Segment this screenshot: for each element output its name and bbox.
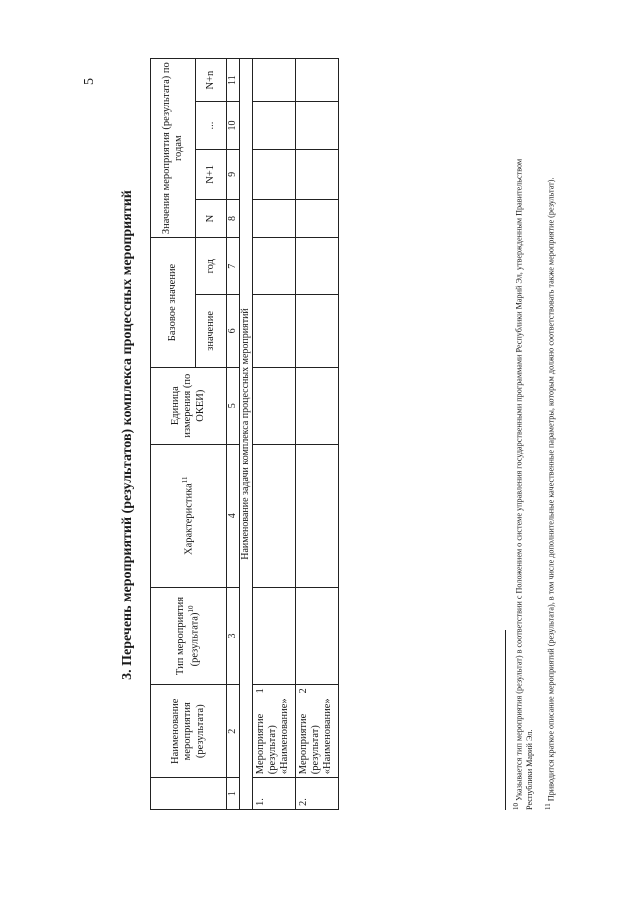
footnote-10 [512, 120, 535, 810]
row-index: 2 [298, 688, 309, 694]
page-number: 5 [82, 78, 97, 85]
column-number: 2 [227, 685, 240, 778]
row-number: 2. [296, 778, 339, 810]
footnote-mark: 11 [544, 803, 552, 810]
header-characteristic [151, 444, 227, 587]
header-values-by-year-group: Значения мероприятия (результата) по годам [151, 59, 196, 238]
row-activity-name [296, 685, 339, 778]
table-cell [296, 59, 339, 102]
table-cell [296, 238, 339, 295]
column-number: 9 [227, 149, 240, 199]
footnote-ref-11: 11 [181, 476, 190, 484]
header-characteristic-text: Характеристика [183, 483, 195, 555]
header-activity-name: Наименование мероприятия (результата) [151, 685, 227, 778]
footnote-text: Указывается тип мероприятия (результат) в соответствии с Положением о системе управления государственными программами Республики Марий Эл, утвержденным Правительством Республики Марий Эл. [514, 158, 534, 810]
column-number: 5 [227, 367, 240, 444]
column-number: 8 [227, 199, 240, 238]
table-cell [296, 587, 339, 685]
header-activity-type [151, 587, 227, 685]
activities-table [150, 58, 339, 810]
row-activity-name [253, 685, 296, 778]
header-year-n-plus-1: N+1 [196, 149, 227, 199]
task-name: Наименование задачи комплекса процессных мероприятий [240, 59, 253, 810]
column-number-row [227, 59, 240, 810]
table-cell [253, 587, 296, 685]
column-number: 10 [227, 102, 240, 150]
header-unit: Единица измерения (по ОКЕИ) [151, 367, 227, 444]
header-year-ellipsis: ... [196, 102, 227, 150]
table-cell [253, 444, 296, 587]
section-title [120, 85, 136, 785]
footnote-text: Приводится краткое описание мероприятий (результата), в том числе дополнительные качественные параметры, которым должно соответствовать также мероприятие (результат). [546, 177, 556, 802]
header-year-n: N [196, 199, 227, 238]
column-number: 1 [227, 778, 240, 810]
header-activity-type-text: Тип мероприятия (результата) [175, 596, 201, 676]
footnote-ref-10: 10 [187, 605, 196, 613]
header-base-year: год [196, 238, 227, 295]
row-index: 1 [255, 688, 266, 694]
task-row [240, 59, 253, 810]
table-cell [253, 59, 296, 102]
table-cell [253, 102, 296, 150]
table-cell [296, 295, 339, 368]
row-number: 1. [253, 778, 296, 810]
column-number: 11 [227, 59, 240, 102]
section-title-text: Перечень мероприятий (результатов) комплекса процессных мероприятий [120, 190, 135, 666]
table-cell [296, 444, 339, 587]
column-number: 7 [227, 238, 240, 295]
row-activity-name-text: Мероприятие (результат) «Наименование» [255, 698, 291, 775]
header-col-1 [151, 778, 227, 810]
row-activity-name-text: Мероприятие (результат) «Наименование» [298, 698, 334, 775]
footnote-mark: 10 [512, 803, 520, 810]
table-cell [296, 149, 339, 199]
header-base-value: значение [196, 295, 227, 368]
section-number: 3. [120, 669, 135, 680]
column-number: 6 [227, 295, 240, 368]
header-year-n-plus-n: N+n [196, 59, 227, 102]
table-cell [253, 199, 296, 238]
table-header-row [151, 59, 196, 810]
footnote-11 [544, 120, 557, 810]
table-cell [296, 102, 339, 150]
column-number: 3 [227, 587, 240, 685]
header-base-value-group: Базовое значение [151, 238, 196, 367]
table-cell [296, 199, 339, 238]
table-cell [253, 295, 296, 368]
table-cell [253, 367, 296, 444]
table-row [253, 59, 296, 810]
table-row [296, 59, 339, 810]
table-cell [253, 238, 296, 295]
footnote-divider [505, 630, 506, 810]
table-cell [296, 367, 339, 444]
table-cell [253, 149, 296, 199]
column-number: 4 [227, 444, 240, 587]
